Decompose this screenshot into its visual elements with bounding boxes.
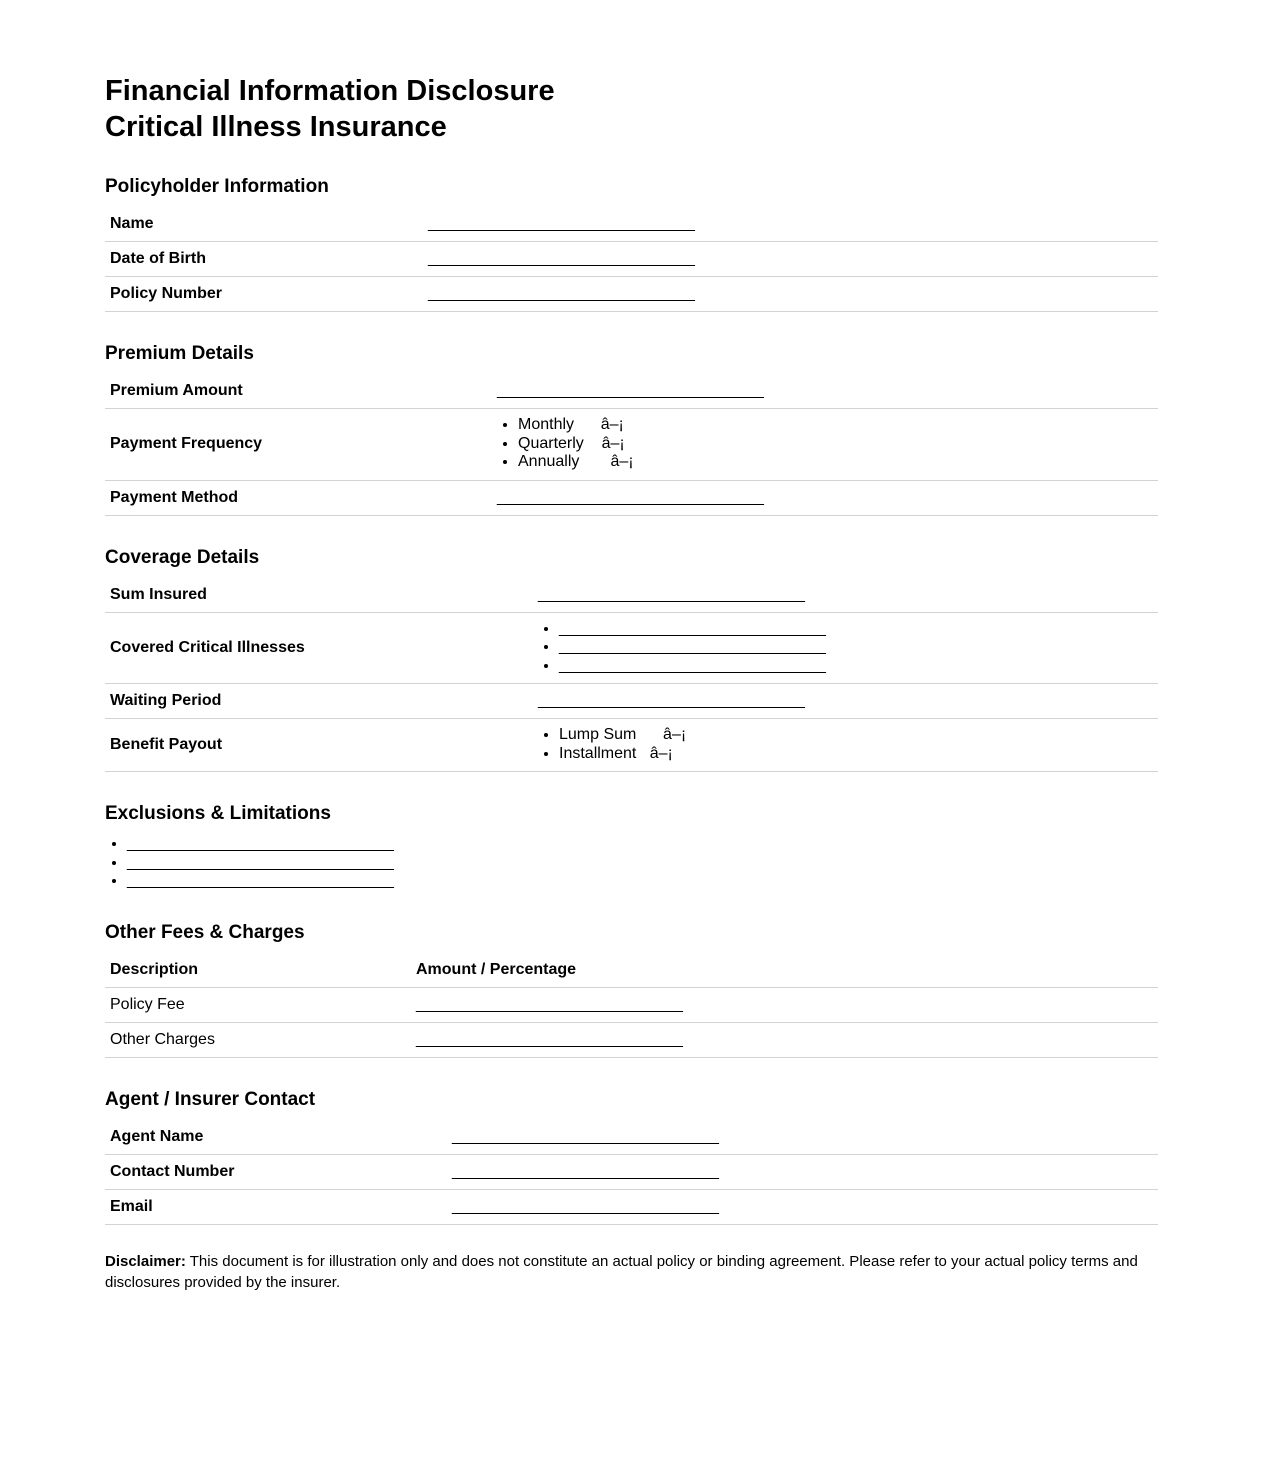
payment-frequency-options bbox=[497, 416, 634, 472]
benefit-payout-label: Benefit Payout bbox=[110, 736, 223, 753]
agent-name-label: Agent Name bbox=[110, 1127, 204, 1145]
premium-amount-label: Premium Amount bbox=[110, 382, 243, 399]
exclusions-blank-list bbox=[105, 835, 1158, 891]
table-row bbox=[105, 242, 1158, 277]
payment-method-label: Payment Method bbox=[110, 488, 239, 506]
page-title bbox=[105, 73, 1158, 145]
sum-insured-label: Sum Insured bbox=[110, 585, 207, 603]
exclusion-blank-field: ______________________________ bbox=[127, 872, 394, 889]
contact-number-label: Contact Number bbox=[110, 1162, 235, 1180]
blank-line bbox=[127, 872, 1158, 891]
section-heading-policyholder: Policyholder Information bbox=[105, 176, 329, 197]
table-row bbox=[105, 1023, 1158, 1058]
premium-amount-blank-field: ______________________________ bbox=[497, 382, 764, 399]
option-quarterly bbox=[518, 435, 634, 454]
waiting-period-blank-field: ______________________________ bbox=[538, 692, 805, 709]
table-row bbox=[105, 578, 1158, 613]
name-blank-field: ______________________________ bbox=[428, 215, 695, 232]
fees-table bbox=[105, 953, 1158, 1058]
fees-amount-header: Amount / Percentage bbox=[416, 960, 577, 978]
table-row bbox=[105, 481, 1158, 516]
date-of-birth-blank-field: ______________________________ bbox=[428, 250, 695, 267]
table-row bbox=[105, 1155, 1158, 1190]
sum-insured-blank-field: ______________________________ bbox=[538, 585, 805, 603]
blank-line bbox=[127, 835, 1158, 854]
covered-illnesses-label: Covered Critical Illnesses bbox=[110, 638, 305, 656]
option-lump-sum bbox=[559, 726, 686, 745]
section-heading-exclusions: Exclusions & Limitations bbox=[105, 803, 331, 824]
page-title-line1: Financial Information Disclosure bbox=[105, 75, 555, 107]
section-heading-coverage: Coverage Details bbox=[105, 546, 260, 568]
table-row bbox=[105, 613, 1158, 685]
covered-illness-blank-field: ______________________________ bbox=[559, 619, 826, 637]
policy-number-blank-field: ______________________________ bbox=[428, 285, 695, 302]
table-row bbox=[105, 684, 1158, 719]
table-row bbox=[105, 374, 1158, 409]
exclusion-blank-field: ______________________________ bbox=[127, 835, 394, 852]
disclaimer-text: This document is for illustration only and does not constitute an actual policy or binding agreement. Please refer to your actual policy terms and disclosures provided by the insurer. bbox=[105, 1252, 1138, 1291]
table-row bbox=[105, 1120, 1158, 1155]
benefit-payout-options bbox=[538, 726, 686, 763]
payment-method-blank-field: ______________________________ bbox=[497, 488, 764, 506]
table-row bbox=[105, 207, 1158, 242]
covered-illnesses-blank-list bbox=[538, 620, 826, 676]
table-row bbox=[105, 277, 1158, 312]
section-heading-agent: Agent / Insurer Contact bbox=[105, 1088, 316, 1110]
other-charges-label: Other Charges bbox=[110, 1030, 215, 1048]
policy-fee-blank-field: ______________________________ bbox=[416, 995, 683, 1013]
table-row bbox=[105, 719, 1158, 772]
table-row bbox=[105, 409, 1158, 481]
coverage-table bbox=[105, 578, 1158, 773]
blank-line bbox=[127, 854, 1158, 873]
other-charges-blank-field: ______________________________ bbox=[416, 1030, 683, 1048]
option-monthly bbox=[518, 416, 634, 435]
section-heading-premium: Premium Details bbox=[105, 343, 254, 364]
fees-description-header: Description bbox=[110, 960, 199, 978]
table-row bbox=[105, 1190, 1158, 1225]
option-quarterly-text: Quarterly â–¡ bbox=[518, 434, 625, 452]
email-label: Email bbox=[110, 1197, 153, 1215]
name-label: Name bbox=[110, 215, 154, 232]
covered-illness-blank-field: ______________________________ bbox=[559, 638, 826, 655]
fees-header-row bbox=[105, 953, 1158, 988]
agent-name-blank-field: ______________________________ bbox=[452, 1127, 719, 1145]
disclaimer-label: Disclaimer: bbox=[105, 1252, 186, 1270]
page-title-line2: Critical Illness Insurance bbox=[105, 111, 447, 143]
policy-fee-label: Policy Fee bbox=[110, 995, 185, 1013]
agent-table bbox=[105, 1120, 1158, 1225]
blank-line bbox=[559, 657, 826, 676]
option-annually-text: Annually â–¡ bbox=[518, 453, 634, 470]
payment-frequency-label: Payment Frequency bbox=[110, 435, 263, 453]
disclaimer bbox=[105, 1251, 1158, 1293]
option-installment bbox=[559, 745, 686, 764]
policy-number-label: Policy Number bbox=[110, 285, 223, 302]
blank-line bbox=[559, 620, 826, 639]
exclusion-blank-field: ______________________________ bbox=[127, 853, 394, 871]
date-of-birth-label: Date of Birth bbox=[110, 250, 206, 267]
premium-table bbox=[105, 374, 1158, 516]
option-lump-sum-text: Lump Sum â–¡ bbox=[559, 726, 687, 743]
blank-line bbox=[559, 638, 826, 657]
covered-illness-blank-field: ______________________________ bbox=[559, 656, 826, 674]
policyholder-table bbox=[105, 207, 1158, 312]
option-monthly-text: Monthly â–¡ bbox=[518, 416, 624, 433]
section-heading-fees: Other Fees & Charges bbox=[105, 921, 305, 943]
table-row bbox=[105, 988, 1158, 1023]
option-installment-text: Installment â–¡ bbox=[559, 744, 673, 762]
email-blank-field: ______________________________ bbox=[452, 1197, 719, 1215]
document-page bbox=[0, 73, 1263, 1353]
contact-number-blank-field: ______________________________ bbox=[452, 1162, 719, 1180]
waiting-period-label: Waiting Period bbox=[110, 692, 222, 709]
option-annually bbox=[518, 453, 634, 472]
